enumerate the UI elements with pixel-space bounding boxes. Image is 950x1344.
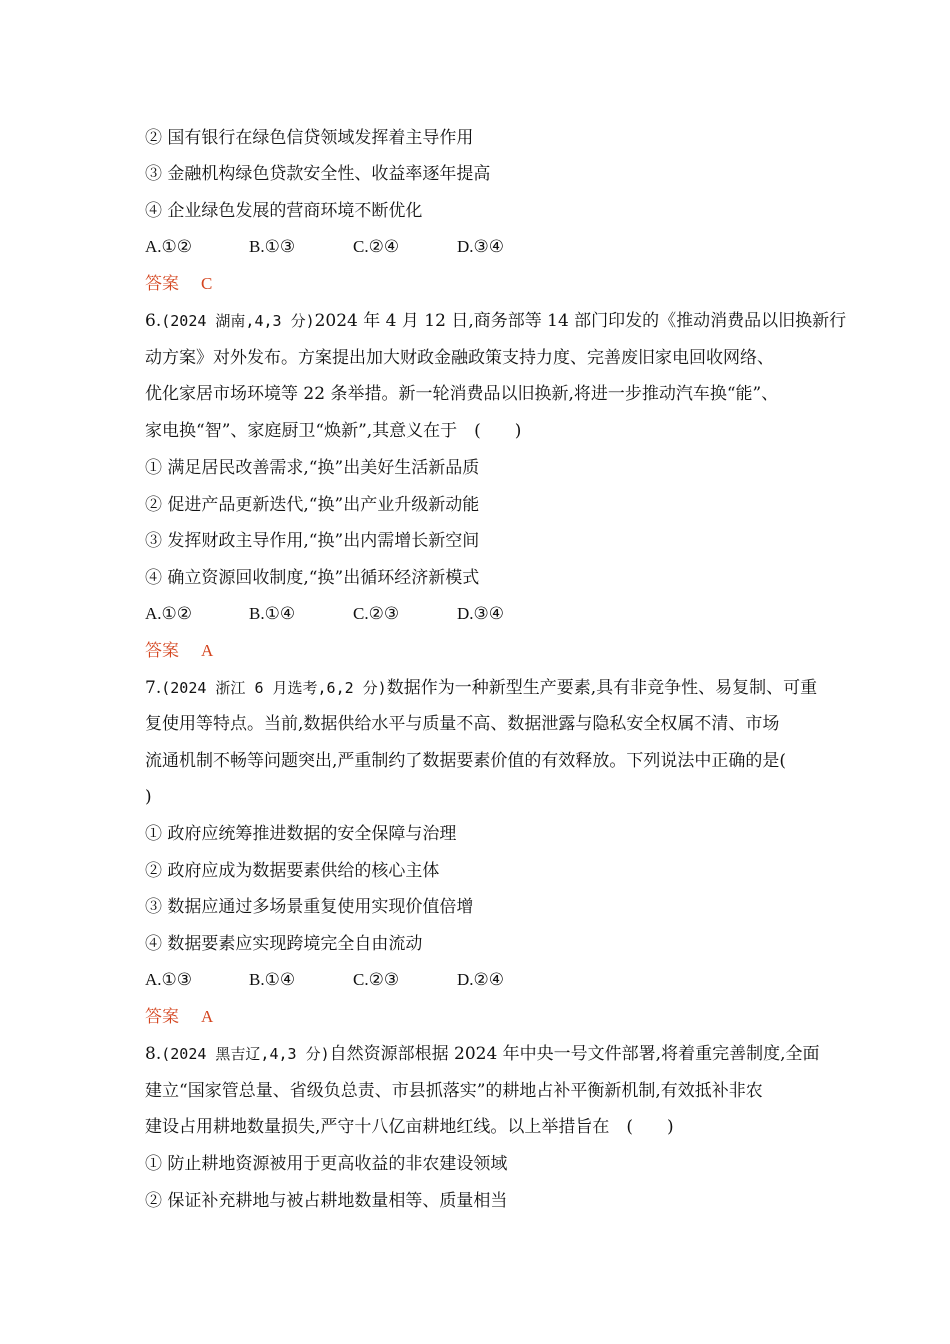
q6-number: 6. — [145, 311, 162, 331]
q6-answer-value: A — [201, 641, 214, 660]
q7-stem-text-1: 数据作为一种新型生产要素,具有非竞争性、易复制、可重 — [386, 678, 818, 698]
q7-option-4: ④ 数据要素应实现跨境完全自由流动 — [145, 934, 423, 954]
q6-answer — [145, 640, 810, 662]
q8-number: 8. — [145, 1044, 162, 1064]
q8-option-2: ② 保证补充耕地与被占耕地数量相等、质量相当 — [145, 1191, 508, 1211]
q7-stem-line-1 — [145, 677, 818, 699]
q5-answer-value: C — [201, 274, 213, 293]
q8-stem-line-3: 建设占用耕地数量损失,严守十八亿亩耕地红线。以上举措旨在 ( ) — [145, 1117, 674, 1137]
q8-stem-line-1 — [145, 1043, 820, 1065]
q5-option-3: ③ 金融机构绿色贷款安全性、收益率逐年提高 — [145, 164, 491, 184]
q7-stem-line-3: 流通机制不畅等问题突出,严重制约了数据要素价值的有效释放。下列说法中正确的是( — [145, 751, 787, 771]
q6-stem-line-3: 优化家居市场环境等 22 条举措。新一轮消费品以旧换新,将进一步推动汽车换“能”、 — [145, 384, 779, 404]
q6-option-4: ④ 确立资源回收制度,“换”出循环经济新模式 — [145, 568, 480, 588]
q5-choice-d: D.③④ — [457, 237, 505, 256]
q8-source: (2024 黑吉辽,4,3 分) — [161, 1045, 330, 1063]
q8-option-1: ① 防止耕地资源被用于更高收益的非农建设领域 — [145, 1154, 508, 1174]
q7-answer — [145, 1006, 810, 1028]
q6-option-3: ③ 发挥财政主导作用,“换”出内需增长新空间 — [145, 531, 480, 551]
q7-choice-d: D.②④ — [457, 970, 505, 989]
q5-choice-c: C.②④ — [353, 237, 400, 256]
q6-stem-line-4: 家电换“智”、家庭厨卫“焕新”,其意义在于 ( ) — [145, 421, 522, 441]
q6-option-1: ① 满足居民改善需求,“换”出美好生活新品质 — [145, 458, 480, 478]
q7-choices — [145, 969, 810, 991]
q5-option-4: ④ 企业绿色发展的营商环境不断优化 — [145, 201, 423, 221]
q7-option-3: ③ 数据应通过多场景重复使用实现价值倍增 — [145, 897, 474, 917]
q7-number: 7. — [145, 678, 162, 698]
q6-choices — [145, 603, 810, 625]
q7-answer-value: A — [201, 1007, 214, 1026]
q8-stem-line-2: 建立“国家管总量、省级负总责、市县抓落实”的耕地占补平衡新机制,有效抵补非农 — [145, 1081, 763, 1101]
q7-option-2: ② 政府应成为数据要素供给的核心主体 — [145, 861, 440, 881]
q6-choice-a: A.①② — [145, 604, 193, 623]
q6-choice-d: D.③④ — [457, 604, 505, 623]
q5-option-2: ② 国有银行在绿色信贷领域发挥着主导作用 — [145, 128, 474, 148]
q7-choice-b: B.①④ — [249, 970, 296, 989]
q5-choices — [145, 236, 810, 258]
q7-option-1: ① 政府应统筹推进数据的安全保障与治理 — [145, 824, 457, 844]
q6-option-2: ② 促进产品更新迭代,“换”出产业升级新动能 — [145, 495, 480, 515]
q7-choice-a: A.①③ — [145, 970, 193, 989]
q7-choice-c: C.②③ — [353, 970, 400, 989]
q5-answer-label: 答案 — [145, 274, 179, 294]
q7-stem-line-2: 复使用等特点。当前,数据供给水平与质量不高、数据泄露与隐私安全权属不清、市场 — [145, 714, 780, 734]
q7-stem-line-4: ) — [145, 787, 152, 807]
q6-choice-c: C.②③ — [353, 604, 400, 623]
q8-stem-text-1: 自然资源部根据 2024 年中央一号文件部署,将着重完善制度,全面 — [329, 1044, 820, 1064]
q6-stem-text-1: 2024 年 4 月 12 日,商务部等 14 部门印发的《推动消费品以旧换新行 — [314, 311, 847, 331]
q7-source: (2024 浙江 6 月选考,6,2 分) — [161, 679, 387, 697]
q5-choice-b: B.①③ — [249, 237, 296, 256]
q6-answer-label: 答案 — [145, 641, 179, 661]
q6-source: (2024 湖南,4,3 分) — [161, 312, 315, 330]
q6-stem-line-2: 动方案》对外发布。方案提出加大财政金融政策支持力度、完善废旧家电回收网络、 — [145, 348, 774, 368]
q6-stem-line-1 — [145, 310, 847, 332]
q5-answer — [145, 273, 810, 295]
q5-choice-a: A.①② — [145, 237, 193, 256]
q6-choice-b: B.①④ — [249, 604, 296, 623]
q7-answer-label: 答案 — [145, 1007, 179, 1027]
